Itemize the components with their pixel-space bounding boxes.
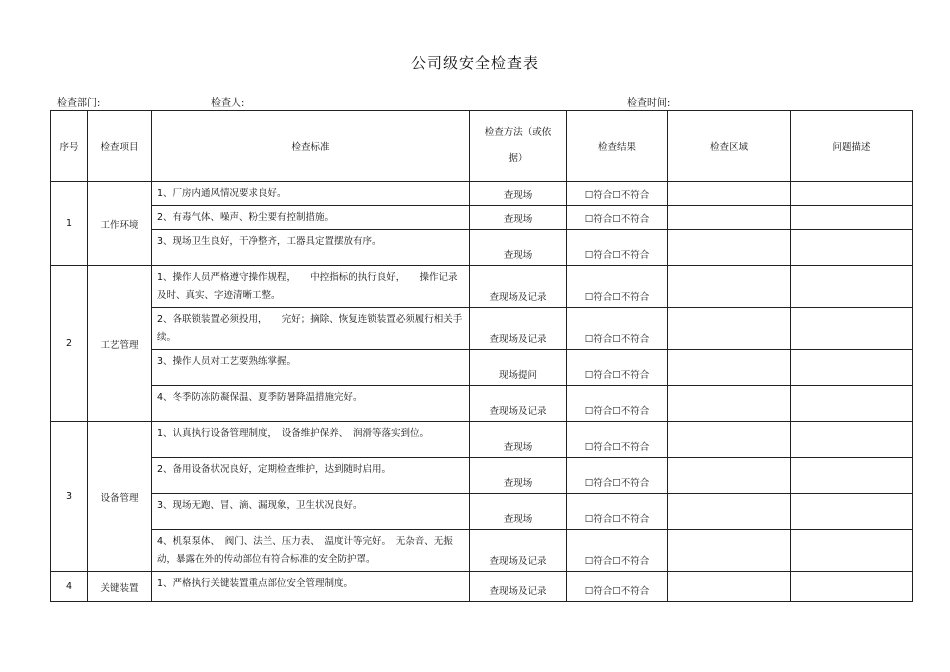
header-area: 检查区域 (668, 111, 791, 182)
description-cell[interactable] (791, 230, 913, 266)
description-cell[interactable] (791, 530, 913, 572)
criteria-cell: 3、现场无跑、冒、滴、漏现象，卫生状况良好。 (152, 494, 470, 530)
area-cell[interactable] (668, 422, 791, 458)
method-cell: 查现场及记录 (470, 308, 567, 350)
header-description: 问题描述 (791, 111, 913, 182)
area-cell[interactable] (668, 230, 791, 266)
description-cell[interactable] (791, 386, 913, 422)
method-cell: 查现场 (470, 422, 567, 458)
table-header-row (51, 111, 913, 182)
group-item: 关键装置 (88, 572, 152, 602)
description-cell[interactable] (791, 308, 913, 350)
method-cell: 查现场及记录 (470, 572, 567, 602)
method-cell: 查现场 (470, 206, 567, 230)
area-cell[interactable] (668, 458, 791, 494)
header-method-line2: 据） (508, 153, 528, 164)
result-checkbox-cell[interactable]: ☐符合☐不符合 (567, 530, 668, 572)
header-method-line1: 检查方法（或依 (484, 127, 552, 138)
group-item: 设备管理 (88, 422, 152, 572)
inspection-time-label: 检查时间: (627, 98, 671, 109)
area-cell[interactable] (668, 572, 791, 602)
criteria-cell: 4、机泵泵体、 阀门、法兰、压力表、 温度计等完好。 无杂音、无振动，暴露在外的传动部位有符合标准的安全防护罩。 (152, 530, 470, 572)
table-row (51, 230, 913, 266)
area-cell[interactable] (668, 266, 791, 308)
method-cell: 查现场及记录 (470, 266, 567, 308)
inspector-label: 检查人: (211, 98, 245, 109)
area-cell[interactable] (668, 386, 791, 422)
result-checkbox-cell[interactable]: ☐符合☐不符合 (567, 386, 668, 422)
criteria-cell: 1、厂房内通风情况要求良好。 (152, 182, 470, 206)
table-row (51, 386, 913, 422)
criteria-cell: 1、操作人员严格遵守操作规程， 中控指标的执行良好， 操作记录及时、真实、字迹清晰工整。 (152, 266, 470, 308)
criteria-cell: 2、有毒气体、噪声、粉尘要有控制措施。 (152, 206, 470, 230)
result-checkbox-cell[interactable]: ☐符合☐不符合 (567, 266, 668, 308)
criteria-cell: 1、严格执行关键装置重点部位安全管理制度。 (152, 572, 470, 602)
method-cell: 查现场 (470, 182, 567, 206)
description-cell[interactable] (791, 422, 913, 458)
result-checkbox-cell[interactable]: ☐符合☐不符合 (567, 572, 668, 602)
table-row (51, 350, 913, 386)
table-row (51, 494, 913, 530)
group-seq: 3 (51, 422, 88, 572)
criteria-cell: 3、操作人员对工艺要熟练掌握。 (152, 350, 470, 386)
table-row (51, 266, 913, 308)
description-cell[interactable] (791, 572, 913, 602)
table-row (51, 458, 913, 494)
group-item: 工作环境 (88, 182, 152, 266)
result-checkbox-cell[interactable]: ☐符合☐不符合 (567, 182, 668, 206)
header-seq: 序号 (51, 111, 88, 182)
header-standard: 检查标准 (152, 111, 470, 182)
header-item: 检查项目 (88, 111, 152, 182)
table-row (51, 422, 913, 458)
method-cell: 现场提问 (470, 350, 567, 386)
result-checkbox-cell[interactable]: ☐符合☐不符合 (567, 422, 668, 458)
group-seq: 2 (51, 266, 88, 422)
criteria-cell: 4、冬季防冻防凝保温、夏季防暑降温措施完好。 (152, 386, 470, 422)
inspection-table (50, 110, 913, 602)
criteria-cell: 3、现场卫生良好，干净整齐，工器具定置摆放有序。 (152, 230, 470, 266)
table-row (51, 182, 913, 206)
description-cell[interactable] (791, 494, 913, 530)
method-cell: 查现场及记录 (470, 530, 567, 572)
table-row (51, 206, 913, 230)
result-checkbox-cell[interactable]: ☐符合☐不符合 (567, 350, 668, 386)
area-cell[interactable] (668, 530, 791, 572)
department-label: 检查部门: (57, 98, 101, 109)
criteria-cell: 1、认真执行设备管理制度， 设备维护保养、 润滑等落实到位。 (152, 422, 470, 458)
description-cell[interactable] (791, 206, 913, 230)
group-seq: 1 (51, 182, 88, 266)
result-checkbox-cell[interactable]: ☐符合☐不符合 (567, 494, 668, 530)
area-cell[interactable] (668, 494, 791, 530)
description-cell[interactable] (791, 266, 913, 308)
criteria-cell: 2、备用设备状况良好，定期检查维护，达到随时启用。 (152, 458, 470, 494)
result-checkbox-cell[interactable]: ☐符合☐不符合 (567, 206, 668, 230)
area-cell[interactable] (668, 182, 791, 206)
description-cell[interactable] (791, 350, 913, 386)
description-cell[interactable] (791, 182, 913, 206)
table-row (51, 530, 913, 572)
header-result: 检查结果 (567, 111, 668, 182)
criteria-cell: 2、各联锁装置必须投用， 完好；摘除、恢复连锁装置必须履行相关手续。 (152, 308, 470, 350)
header-method (470, 111, 567, 182)
area-cell[interactable] (668, 308, 791, 350)
table-row (51, 572, 913, 602)
description-cell[interactable] (791, 458, 913, 494)
table-row (51, 308, 913, 350)
group-seq: 4 (51, 572, 88, 602)
result-checkbox-cell[interactable]: ☐符合☐不符合 (567, 230, 668, 266)
method-cell: 查现场及记录 (470, 386, 567, 422)
method-cell: 查现场 (470, 494, 567, 530)
result-checkbox-cell[interactable]: ☐符合☐不符合 (567, 458, 668, 494)
area-cell[interactable] (668, 206, 791, 230)
group-item: 工艺管理 (88, 266, 152, 422)
area-cell[interactable] (668, 350, 791, 386)
method-cell: 查现场 (470, 458, 567, 494)
page-title: 公司级安全检查表 (410, 54, 539, 72)
method-cell: 查现场 (470, 230, 567, 266)
result-checkbox-cell[interactable]: ☐符合☐不符合 (567, 308, 668, 350)
